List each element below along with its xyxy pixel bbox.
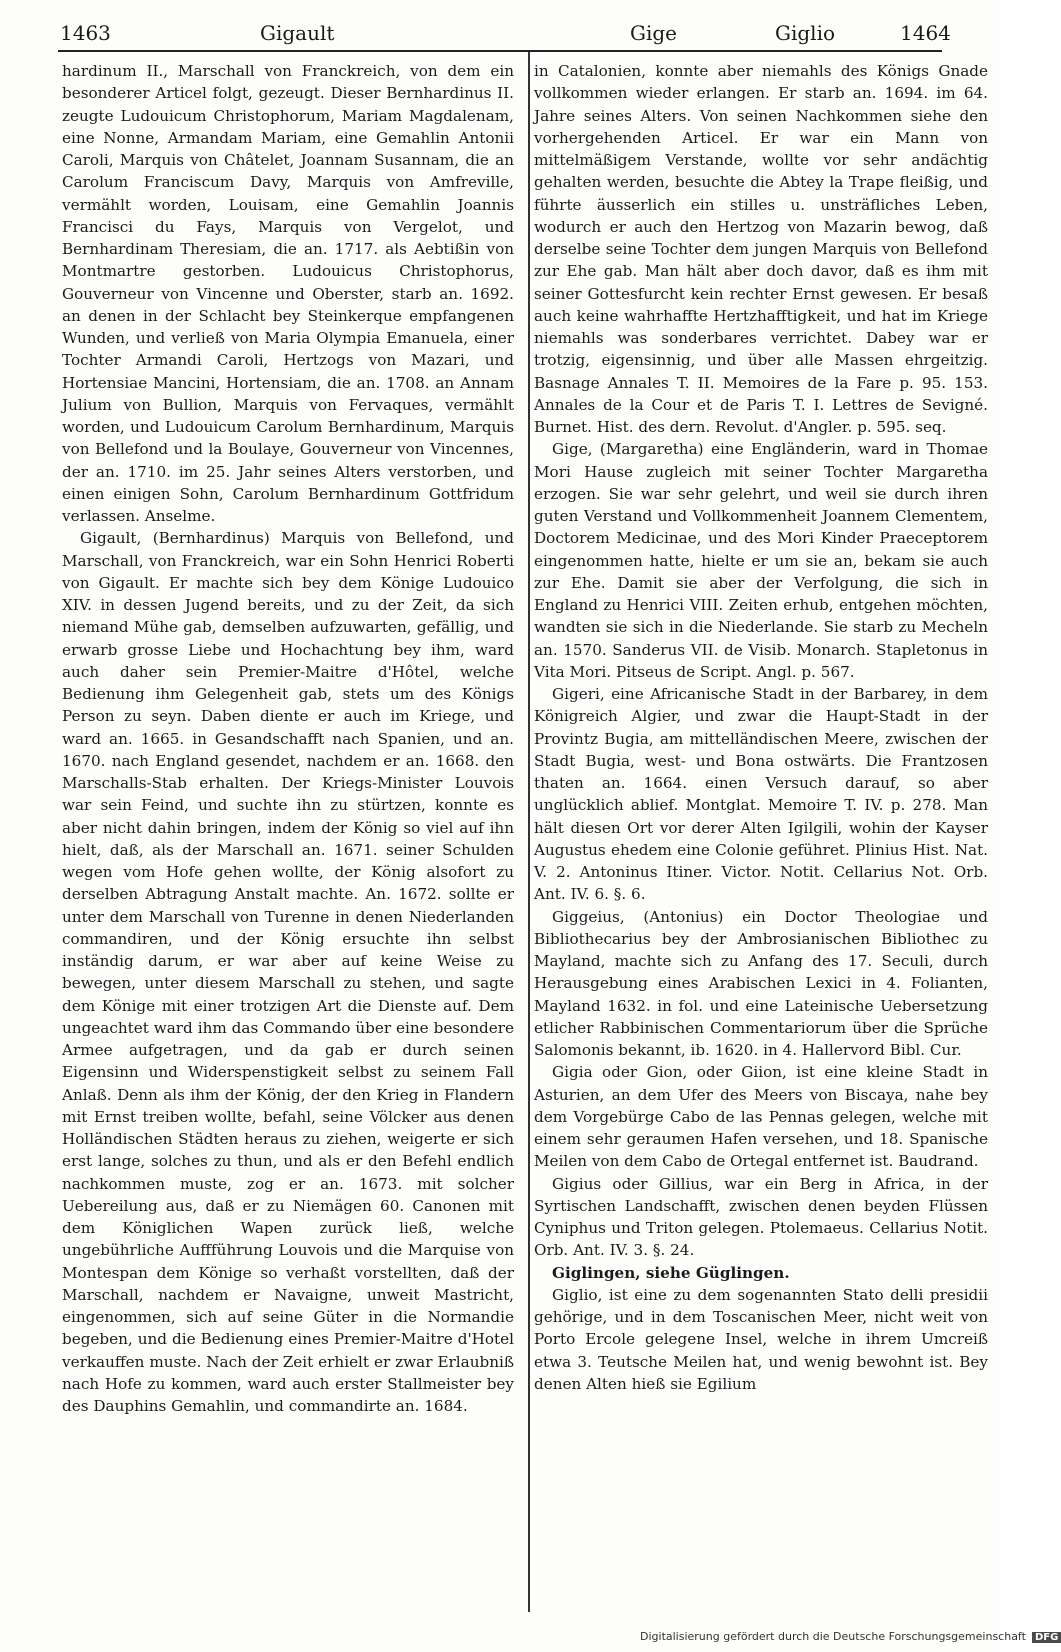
right-column (534, 60, 988, 1395)
running-head-right-2: Giglio (775, 21, 836, 45)
right-paragraph-1: in Catalonien, konnte aber niemahls des Königs Gnade vollkommen wieder erlangen. Er starb an. 1694. im 64. Jahre seines Alters. Von seinen Nachkommen siehe den vorhergehenden Articel. Er war ein Mann von mittelmäßigem Verstande, wollte vor sehr andächtig gehalten werden, besuchte die Abtey la Trape fleißig, und führte äusserlich ein stilles u. unsträfliches Leben, wodurch er auch den Hertzog von Mazarin bewog, daß derselbe seine Tochter dem jungen Marquis von Bellefond zur Ehe gab. Man hält aber doch davor, daß es ihm mit seiner Gottesfurcht kein rechter Ernst gewesen. Er besaß auch keine wahrhaffte Hertzhafftigkeit, und hat im Kriege niemahls was sonderbares verrichtet. Dabey war er trotzig, eigensinnig, und über alle Massen ehrgeitzig. Basnage Annales T. II. Memoires de la Fare p. 95. 153. Annales de la Cour et de Paris T. I. Lettres de Sevigné. Burnet. Hist. des dern. Revolut. d'Angler. p. 595. seq. (534, 62, 988, 436)
page-number-right: 1464 (900, 21, 951, 45)
right-paragraph-6: Gigius oder Gillius, war ein Berg in Africa, in der Syrtischen Landschafft, zwischen denen beyden Flüssen Cyniphus und Triton gelegen. Ptolemaeus. Cellarius Notit. Orb. Ant. IV. 3. §. 24. (534, 1174, 988, 1260)
section-heading: Giglingen, siehe Güglingen. (552, 1263, 790, 1282)
right-paragraph-7: Giglio, ist eine zu dem sogenannten Stato delli presidii gehörige, und in dem Toscanischen Meer, nicht weit von Porto Ercole gelegene Insel, welche in ihrem Umcreiß etwa 3. Teutsche Meilen hat, und wenig bewohnt ist. Bey denen Alten hieß sie Egilium (534, 1285, 988, 1393)
right-paragraph-5: Gigia oder Gion, oder Giion, ist eine kleine Stadt in Asturien, an dem Ufer des Meers von Biscaya, nahe bey dem Vorgebürge Cabo de las Pennas gelegen, welche mit einem sehr geraumen Hafen versehen, und 18. Spanische Meilen von dem Cabo de Ortegal entfernet ist. Baudrand. (534, 1063, 988, 1171)
left-paragraph-1: hardinum II., Marschall von Franckreich, von dem ein besonderer Articel folgt, gezeugt. Dieser Bernhardinus II. zeugte Ludouicum Christophorum, Mariam Magdalenam, eine Nonne, Armandam Mariam, eine Gemahlin Antonii Caroli, Marquis von Châtelet, Joannam Susannam, die an Carolum Franciscum Davy, Marquis von Amfreville, vermählt worden, Louisam, eine Gemahlin Joannis Francisci du Fays, Marquis von Vergelot, und Bernhardinam Theresiam, die an. 1717. als Aebtißin von Montmartre gestorben. Ludouicus Christophorus, Gouverneur von Vincenne und Oberster, starb an. 1692. an denen in der Schlacht bey Steinkerque empfangenen Wunden, und verließ von Maria Olympia Emanuela, einer Tochter Armandi Caroli, Hertzogs von Mazari, und Hortensiae Mancini, Hortensiam, die an. 1708. an Annam Julium von Bullion, Marquis von Fervaques, vermählt worden, und Ludouicum Carolum Bernhardinum, Marquis von Bellefond und la Boulaye, Gouverneur von Vincennes, der an. 1710. im 25. Jahr seines Alters verstorben, und einen einigen Sohn, Carolum Bernhardinum Gottfridum verlassen. Anselme. (62, 62, 514, 525)
left-column (62, 60, 514, 1417)
right-paragraph-3: Gigeri, eine Africanische Stadt in der Barbarey, in dem Königreich Algier, und zwar die Haupt-Stadt in der Provintz Bugia, am mittelländischen Meere, zwischen der Stadt Bugia, west- und Bona ostwärts. Die Frantzosen thaten an. 1664. einen Versuch darauf, so aber unglücklich ablief. Montglat. Memoire T. IV. p. 278. Man hält diesen Ort vor derer Alten Igilgili, wohin der Kayser Augustus ehedem eine Colonie geführet. Plinius Hist. Nat. V. 2. Antoninus Itiner. Victor. Notit. Cellarius Not. Orb. Ant. IV. 6. §. 6. (534, 685, 988, 904)
footer-credit (640, 1630, 1061, 1643)
left-paragraph-2: Gigault, (Bernhardinus) Marquis von Bellefond, und Marschall, von Franckreich, war ein Sohn Henrici Roberti von Gigault. Er machte sich bey dem Könige Ludouico XIV. in dessen Jugend bereits, und zu der Zeit, da sich niemand Mühe gab, demselben aufzuwarten, gefällig, und erwarb grosse Liebe und Hochachtung bey ihm, ward auch daher sein Premier-Maitre d'Hôtel, welche Bedienung ihm Gelegenheit gab, stets um des Königs Person zu seyn. Daben diente er auch im Kriege, und ward an. 1665. in Gesandschafft nach Spanien, und an. 1670. nach England gesendet, nachdem er an. 1668. den Marschalls-Stab erhalten. Der Kriegs-Minister Louvois war sein Feind, und suchte ihn zu stürtzen, konnte es aber nicht dahin bringen, indem der König so viel auf ihn hielt, daß, als der Marschall an. 1671. seiner Schulden wegen vom Hofe gehen wollte, der König alsofort zu derselben Abtragung Anstalt machte. An. 1672. sollte er unter dem Marschall von Turenne in denen Niederlanden commandiren, und der König ersuchte ihn selbst inständig darum, er war aber auf keine Weise zu bewegen, unter diesem Marschall zu stehen, und sagte dem Könige mit einer trotzigen Art die Dienste auf. Dem ungeachtet ward ihm das Commando über eine besondere Armee aufgetragen, und da gab er durch seinen Eigensinn und Widerspenstigkeit selbst zu seinem Fall Anlaß. Denn als ihm der König, der den Krieg in Flandern mit Ernst treiben wollte, befahl, seine Völcker aus denen Holländischen Städten heraus zu ziehen, weigerte er sich erst lange, solches zu thun, und als er den Befehl endlich nachkommen muste, zog er an. 1673. mit solcher Uebereilung aus, daß er zu Niemägen 60. Canonen mit dem Königlichen Wapen zurück ließ, welche ungebührliche Auffführung Louvois und die Marquise von Montespan dem Könige so verhaßt vorstellten, daß der Marschall, nachdem er Navaigne, unweit Mastricht, eingenommen, sich auf seine Güter in die Normandie begeben, und die Bedienung eines Premier-Maitre d'Hotel verkauffen muste. Nach der Zeit erhielt er zwar Erlaubniß nach Hofe zu kommen, ward auch erster Stallmeister bey des Dauphins Gemahlin, und commandirte an. 1684. (62, 529, 514, 1415)
right-paragraph-2: Gige, (Margaretha) eine Engländerin, ward in Thomae Mori Hause zugleich mit seiner Tochter Margaretha erzogen. Sie war sehr gelehrt, und weil sie durch ihren guten Verstand und Vollkommenheit Joannem Clementem, Doctorem Medicinae, und des Mori Kinder Praeceptorem eingenommen hatte, hielte er um sie an, bekam sie auch zur Ehe. Damit sie aber der Verfolgung, die sich in England zu Henrici VIII. Zeiten erhub, entgehen möchten, wandten sie sich in die Niederlande. Sie starb zu Mecheln an. 1570. Sanderus VII. de Visib. Monarch. Stapletonus in Vita Mori. Pitseus de Script. Angl. p. 567. (534, 440, 988, 681)
running-head-right-1: Gige (630, 21, 678, 45)
column-divider (528, 52, 530, 1612)
page-number-left: 1463 (60, 21, 111, 45)
footer-text: Digitalisierung gefördert durch die Deutsche Forschungsgemeinschaft (640, 1630, 1026, 1643)
dfg-badge: DFG (1032, 1632, 1061, 1643)
running-head-left: Gigault (260, 21, 335, 45)
header-rule (58, 50, 942, 52)
right-paragraph-4: Giggeius, (Antonius) ein Doctor Theologiae und Bibliothecarius bey der Ambrosianischen Bibliothec zu Mayland, machte sich zu Anfang des 17. Seculi, durch Herausgebung eines Arabischen Lexici in 4. Folianten, Mayland 1632. in fol. und eine Lateinische Uebersetzung etlicher Rabbinischen Commentariorum über die Sprüche Salomonis bekannt, ib. 1620. in 4. Hallervord Bibl. Cur. (534, 907, 988, 1059)
